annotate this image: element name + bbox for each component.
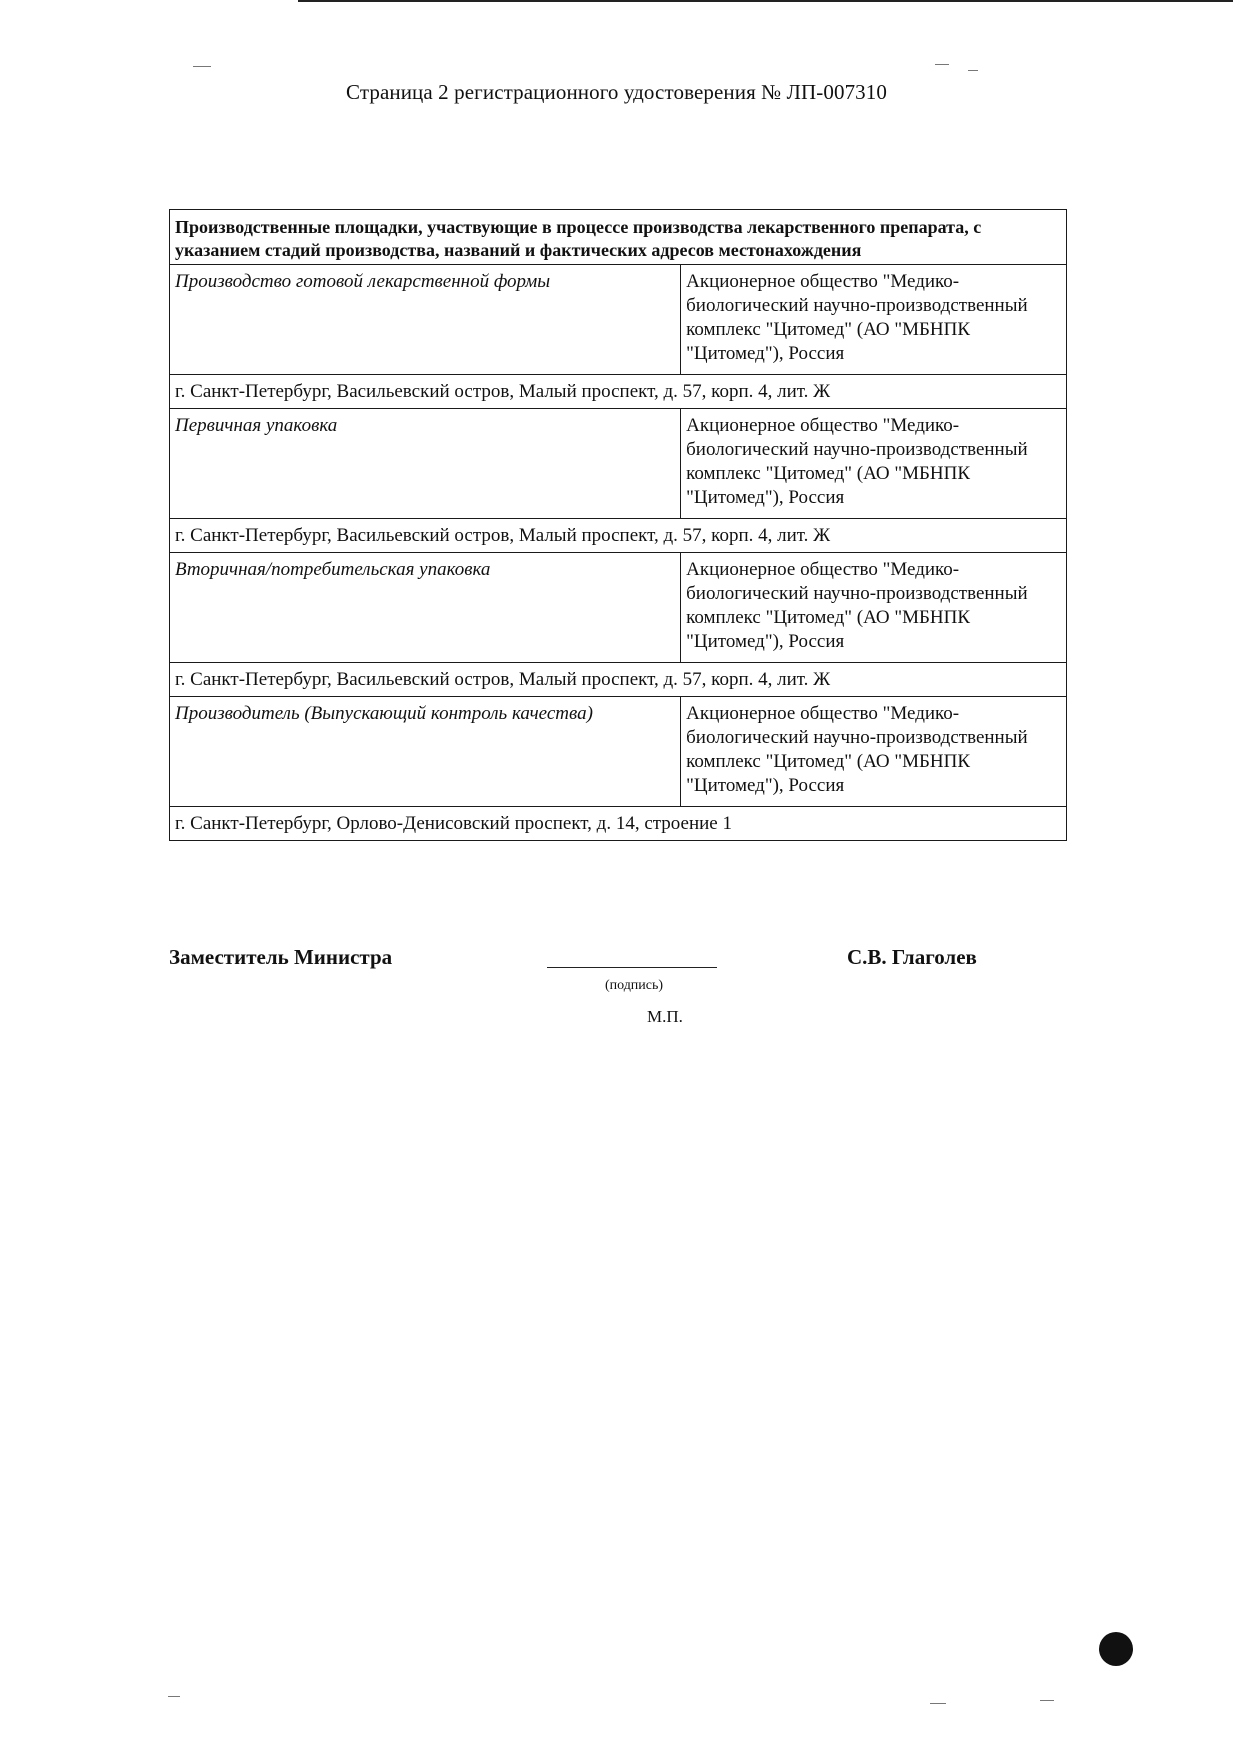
company-cell: Акционерное общество "Медико-биологический научно-производственный комплекс "Цитомед" (АО "МБНПК "Цитомед"), Россия [681,409,1067,519]
address-cell: г. Санкт-Петербург, Орлово-Денисовский проспект, д. 14, строение 1 [170,807,1067,841]
punch-hole-mark [1099,1632,1133,1666]
table-row [170,265,1067,375]
scan-speck [1040,1700,1054,1701]
signature-line [547,967,717,968]
signer-name: С.В. Глаголев [847,945,977,969]
table-header-cell: Производственные площадки, участвующие в процессе производства лекарственного препарата, с указанием стадий производства, названий и фактических адресов местонахождения [170,210,1067,265]
address-cell: г. Санкт-Петербург, Васильевский остров, Малый проспект, д. 57, корп. 4, лит. Ж [170,519,1067,553]
scan-speck [193,66,211,67]
stamp-label: М.П. [647,1007,683,1026]
company-cell: Акционерное общество "Медико-биологический научно-производственный комплекс "Цитомед" (АО "МБНПК "Цитомед"), Россия [681,265,1067,375]
signer-position: Заместитель Министра [169,945,393,969]
table-row [170,697,1067,807]
table-row [170,663,1067,697]
stage-cell: Производитель (Выпускающий контроль качества) [170,697,681,807]
table-row [170,409,1067,519]
company-cell: Акционерное общество "Медико-биологический научно-производственный комплекс "Цитомед" (АО "МБНПК "Цитомед"), Россия [681,697,1067,807]
signature-block [169,945,1067,1025]
stage-cell: Вторичная/потребительская упаковка [170,553,681,663]
stage-cell: Производство готовой лекарственной формы [170,265,681,375]
scan-speck [168,1696,180,1697]
signature-caption: (подпись) [604,978,664,993]
scan-speck [930,1703,946,1704]
production-sites-table [169,209,1067,841]
page-heading: Страница 2 регистрационного удостоверения № ЛП-007310 [346,80,887,104]
table-row [170,375,1067,409]
scan-speck [935,64,949,65]
address-cell: г. Санкт-Петербург, Васильевский остров, Малый проспект, д. 57, корп. 4, лит. Ж [170,663,1067,697]
stage-cell: Первичная упаковка [170,409,681,519]
company-cell: Акционерное общество "Медико-биологический научно-производственный комплекс "Цитомед" (АО "МБНПК "Цитомед"), Россия [681,553,1067,663]
table-row [170,519,1067,553]
address-cell: г. Санкт-Петербург, Васильевский остров, Малый проспект, д. 57, корп. 4, лит. Ж [170,375,1067,409]
top-border-rule [298,0,1233,2]
table-header-row [170,210,1067,265]
scan-speck [968,70,978,71]
table-row [170,807,1067,841]
table-row [170,553,1067,663]
